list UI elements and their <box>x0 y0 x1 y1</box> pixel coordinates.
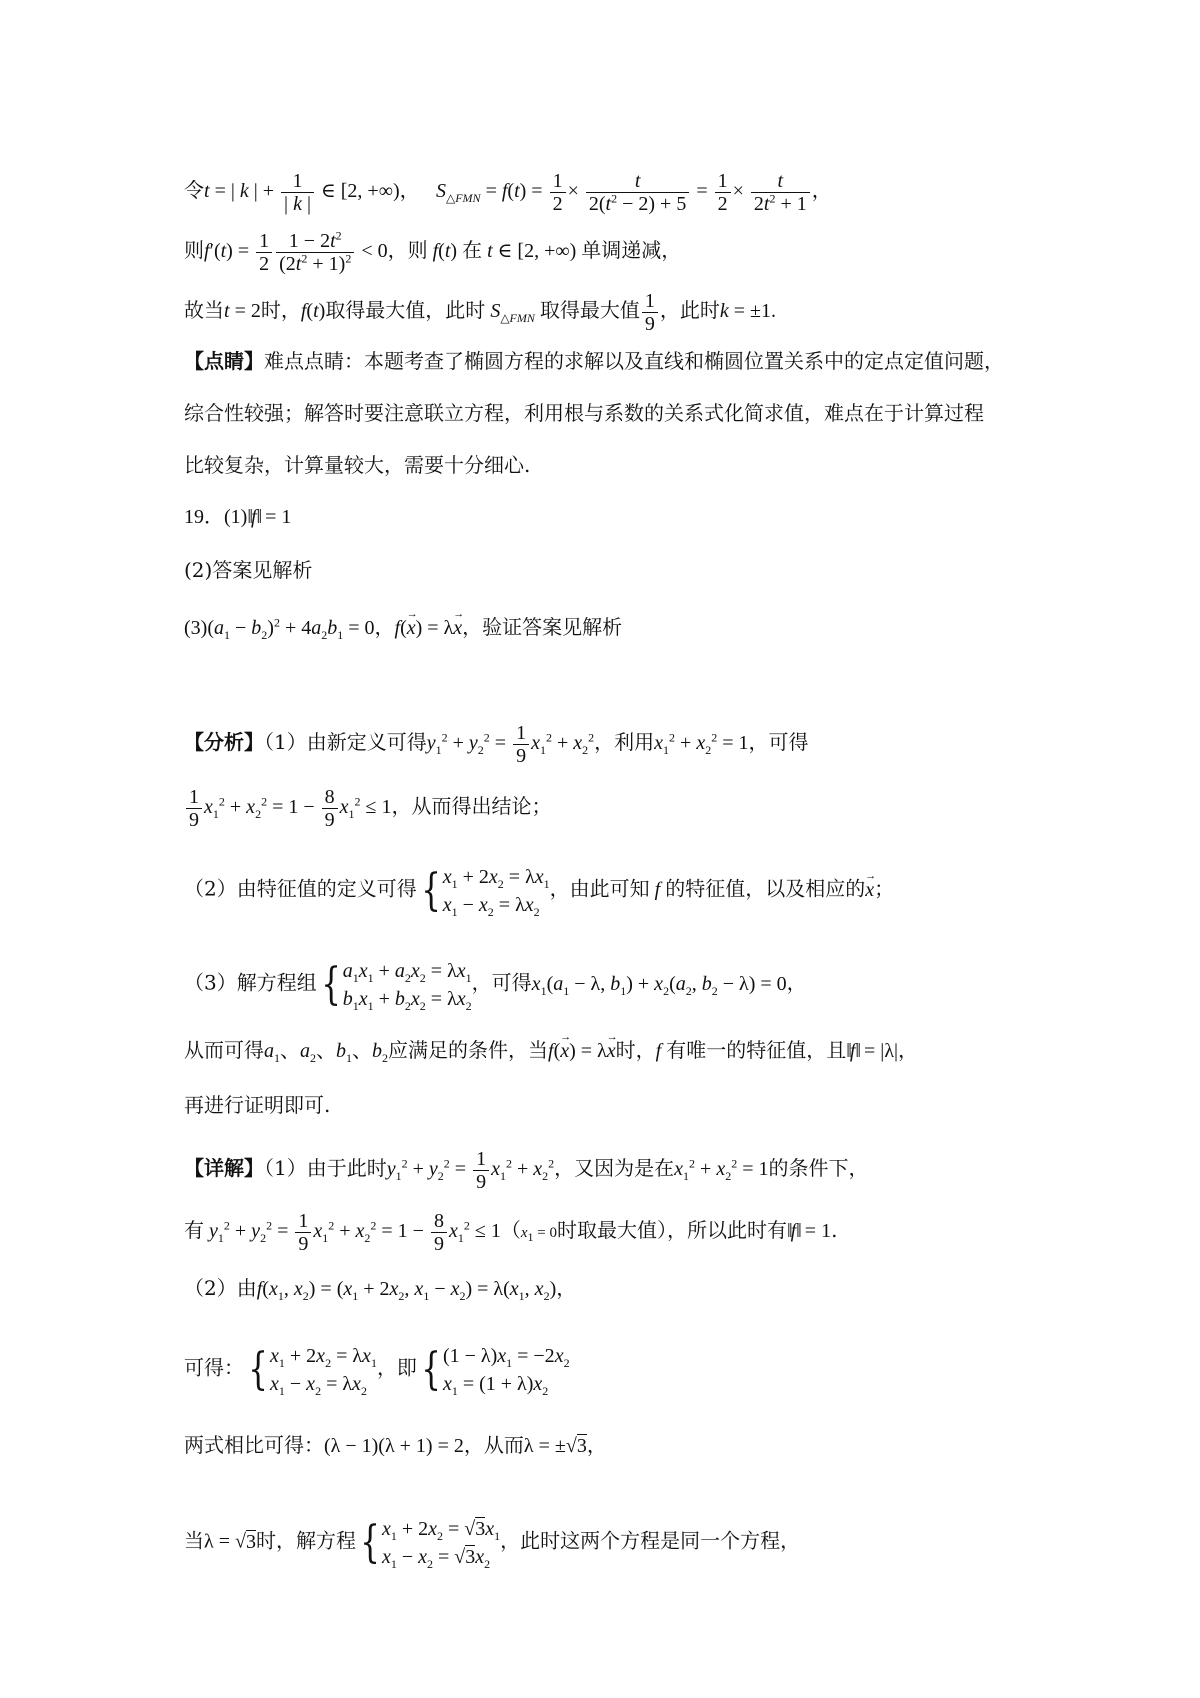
text: ， <box>898 1038 919 1062</box>
text: ，验证答案见解析 <box>462 615 623 639</box>
xiangjie-line-6 <box>184 1515 800 1571</box>
math-expression: $b_2$ <box>372 1040 388 1065</box>
math-expression: f <box>655 1040 667 1062</box>
xiangjie-line-2 <box>184 1210 837 1255</box>
text: （2）由特征值的定义可得 <box>184 876 417 901</box>
math-expression: $f(x_1$, $x_2) = (x_1 + 2x_2$, $x_1 - x_2) = \lambda(x_1$, $x_2$) <box>256 1278 557 1303</box>
text: 取得最大值 <box>539 298 640 323</box>
text: 应满足的条件，当 <box>388 1038 548 1062</box>
math-expression: $y_1^2 + y_2^2$ = $\frac{1}{9}$ $x_1^2 + x_2^2 = 1$ − $\frac{8}{9}$ $x_1^2 \le 1$ <box>209 1210 501 1255</box>
math-expression: $\frac{1}{9}$ $x_1^2 + x_2^2 = 1$ − $\frac{8}{9}$ $x_1^2 \le 1$ <box>184 796 392 818</box>
text: (1) <box>224 506 248 528</box>
fenxi-line-3 <box>184 863 894 919</box>
text: ， <box>399 178 420 203</box>
text: ，则 <box>387 238 428 263</box>
text-line-derivative <box>184 230 681 275</box>
q19-answer-1 <box>184 503 291 530</box>
math-expression: $(a_1 - b_2)^2 + 4a_2b_1 = 0$ <box>207 615 375 642</box>
math-expression: $S_{\triangle FMN} = f(t)$ = $\frac{1}{2}$ × $\frac{t}{2(t^2 - 2) + 5}$ = $\frac{1}{2}$ × $\frac{t}{2t^2 + 1}$ <box>426 180 812 202</box>
math-expression: → x <box>865 879 874 901</box>
text: ，从而 <box>463 1433 524 1457</box>
text: ，又因为是在 <box>554 1156 675 1181</box>
xiangjie-line-3 <box>184 1275 576 1302</box>
text: 令 <box>184 178 204 203</box>
text: ，从而得出结论； <box>391 794 552 819</box>
text: 再进行证明即可. <box>184 1093 331 1117</box>
text: （3）解方程组 <box>184 970 317 995</box>
text: ， <box>374 615 395 639</box>
text: 时， <box>615 1038 656 1062</box>
text: 难点点睛：本题考查了椭圆方程的求解以及直线和椭圆位置关系中的定点定值问题， <box>264 349 1004 373</box>
text: (3) <box>184 617 208 639</box>
math-expression: $x_1^2 + x_2^2 = 1$ <box>674 1156 769 1184</box>
math-expression: $a_2$ <box>300 1040 316 1065</box>
text: （ <box>500 1218 521 1243</box>
math-expression: $b_1$ <box>336 1040 352 1065</box>
math-expression: f(t) <box>300 300 326 323</box>
text: 则 <box>184 238 204 263</box>
text: 、 <box>352 1038 372 1062</box>
fenxi-line-2 <box>184 786 552 831</box>
math-expression: $y_1^2 + y_2^2$ = $\frac{1}{9}$ $x_1^2 + x_2^2$ <box>426 722 595 767</box>
dianjing-line-3 <box>184 452 530 478</box>
equation-system: { $a_1x_1 + a_2x_2 = \lambda x_1$ $b_1x_1 + b_2x_2 = \lambda x_2$ <box>320 959 472 1013</box>
text-line-t-substitution <box>184 170 832 215</box>
question-number: 19． <box>184 506 224 528</box>
fenxi-line-6 <box>184 1092 330 1118</box>
math-expression: $\frac{1}{9}$ <box>640 300 660 322</box>
text: 综合性较强；解答时要注意联立方程，利用根与系数的关系式化简求值，难点在于计算过程 <box>184 401 984 425</box>
text: 时取最大值），所以此时有 <box>556 1218 787 1243</box>
text: （2）由 <box>184 1276 257 1300</box>
math-expression: λ = √3 <box>204 1530 256 1553</box>
q19-answer-2 <box>184 557 312 583</box>
text: ， <box>556 1276 577 1300</box>
text: （1）由于此时 <box>264 1156 387 1181</box>
math-expression: $x_1(a_1 - \lambda$, $b_1) + x_2(a_2$, $b_2 - \lambda) = 0$ <box>531 972 787 998</box>
q19-answer-3 <box>184 614 622 641</box>
text: ，可得 <box>471 970 532 995</box>
text: 从而可得 <box>184 1038 264 1062</box>
dianjing-line-2 <box>184 400 984 426</box>
text: 故当 <box>184 298 224 323</box>
math-expression: $a_1$ <box>264 1040 280 1065</box>
text: 当 <box>184 1528 204 1553</box>
math-expression: (t) <box>438 240 463 263</box>
equation-system: { $x_1 + 2x_2 = \lambda x_1$ $x_1 - x_2 = \lambda x_2$ <box>248 1344 377 1398</box>
text: 的特征值，以及相应的 <box>665 876 866 901</box>
section-tag: 【分析】 <box>184 730 264 755</box>
math-expression: t ∈ [2, +∞) <box>487 240 582 263</box>
xiangjie-line-1 <box>184 1148 868 1193</box>
text: ， <box>586 1433 607 1457</box>
text: 有唯一的特征值，且 <box>666 1038 847 1062</box>
text: ，利用 <box>594 730 655 755</box>
math-expression: (λ − 1)(λ + 1) = 2 <box>324 1435 464 1457</box>
xiangjie-line-4 <box>184 1342 570 1398</box>
math-expression: ‖f‖ = 1 <box>786 1220 832 1243</box>
text: ，即 <box>376 1355 417 1380</box>
fenxi-line-5 <box>184 1037 918 1064</box>
math-expression: t = | k | + $\frac{1}{| k |}$ ∈ [2, +∞) <box>204 170 400 215</box>
xiangjie-line-5 <box>184 1432 607 1459</box>
text: (2)答案见解析 <box>184 558 313 582</box>
text: ， <box>811 178 832 203</box>
text: ，此时 <box>659 298 720 323</box>
text: ； <box>874 876 895 901</box>
equation-system: { $x_1 + 2x_2 = \lambda x_1$ $x_1 - x_2 = \lambda x_2$ <box>420 865 550 919</box>
text: 、 <box>316 1038 336 1062</box>
text: ， <box>786 970 807 995</box>
text: . <box>831 1218 838 1243</box>
text-line-maximum <box>184 290 776 335</box>
math-expression: t = 2 <box>224 300 261 323</box>
text: 单调递减， <box>581 238 682 263</box>
text: 时， <box>260 298 301 323</box>
text: 取得最大值，此时 <box>325 298 486 323</box>
text: ，由此可知 <box>549 876 650 901</box>
math-expression: $x_1 = 0$ <box>520 1225 557 1245</box>
text: 两式相比可得： <box>184 1433 324 1457</box>
math-expression: f <box>649 878 666 901</box>
text: ，可得 <box>748 730 809 755</box>
text: 的条件下， <box>768 1156 869 1181</box>
fenxi-line-1 <box>184 722 808 767</box>
text: 有 <box>184 1218 204 1243</box>
equation-system: { $x_1 + 2x_2 = √3x_1$ $x_1 - x_2 = √3x_2$ <box>360 1517 501 1571</box>
math-expression: f <box>427 240 439 263</box>
text: ，此时这两个方程是同一个方程， <box>500 1528 801 1553</box>
dianjing-line-1 <box>184 348 1004 374</box>
text: 可得： <box>184 1355 244 1380</box>
text: 时，解方程 <box>255 1528 356 1553</box>
fenxi-line-4 <box>184 957 807 1013</box>
math-expression: λ = ±√3 <box>523 1435 587 1457</box>
text: 在 <box>462 238 483 263</box>
math-expression: ‖f‖ = 1 <box>247 506 292 528</box>
equation-system: { $(1 - \lambda)x_1 = -2x_2$ $x_1 = (1 + \lambda)x_2$ <box>421 1344 570 1398</box>
text: （1）由新定义可得 <box>264 730 427 755</box>
math-expression: f(→ x) = λ→ x <box>395 617 463 639</box>
math-expression: f(→ x) = λ→ x <box>548 1040 616 1062</box>
text: 、 <box>280 1038 300 1062</box>
math-expression: ‖f‖ = |λ| <box>846 1040 899 1062</box>
section-tag: 【详解】 <box>184 1156 264 1181</box>
math-expression: f′(t) = $\frac{1}{2}$ $\frac{1 - 2t^2}{(2t^2 + 1)^2}$ < 0 <box>204 228 388 275</box>
text: 比较复杂，计算量较大，需要十分细心. <box>184 453 531 477</box>
math-expression: $x_1^2 + x_2^2 = 1$ <box>654 730 749 758</box>
math-expression: $y_1^2 + y_2^2$ = $\frac{1}{9}$ $x_1^2 + x_2^2$ <box>386 1148 555 1193</box>
math-expression: $S_{\triangle FMN}$ <box>490 300 535 326</box>
section-tag: 【点睛】 <box>184 349 264 373</box>
math-expression: k = ±1. <box>719 300 777 323</box>
